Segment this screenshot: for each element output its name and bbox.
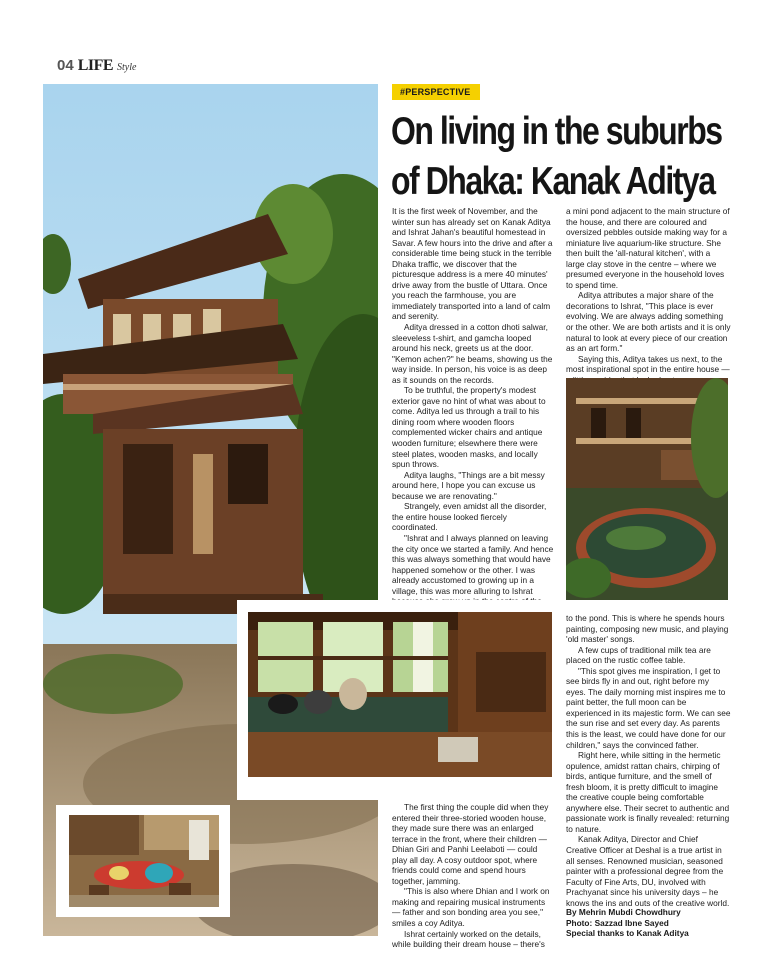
- page-number: 04: [57, 57, 74, 74]
- paragraph: Kanak Aditya, Director and Chief Creative Officer at Deshal is a true artist in all senses. Renowned musician, seasoned painter with a professional degree from the Faculty of Fine Arts, DU, involved with Prachyanat since his university days – he knows the ins and outs of the creative world.: [566, 834, 730, 908]
- paragraph: The first thing the couple did when they entered their three-storied wooden house, they made sure there was an enlarged terrace in the front, where their children — Dhian Giri and Panhi Leelaboti — could play all day. A cosy outdoor spot, where friends could come and spend hours together, jamming.: [392, 802, 549, 886]
- headline-line-2: of Dhaka: Kanak Aditya: [391, 160, 715, 203]
- headline-line-1: On living in the suburbs: [391, 110, 722, 153]
- paragraph: "This spot gives me inspiration, I get to see birds fly in and out, right before my eyes. The daily morning mist inspires me to paint better, the full moon can be experienced in its majestic form. We can see the sun rise and set every day. As parents this is the least, we could have done for our children," says the convinced father.: [566, 665, 731, 750]
- byline-photo-credit: Photo: Sazzad Ibne Sayed: [566, 917, 669, 928]
- paragraph: Strangely, even amidst all the disorder, the entire house looked fiercely coordinated.: [392, 501, 547, 533]
- magazine-logo: LIFE: [77, 57, 114, 74]
- headline: [391, 107, 722, 207]
- paragraph: Aditya attributes a major share of the decorations to Ishrat, "This place is ever evolving. We are always adding something or the other. We are both artists and it is only natural to look at every piece of our creation as an art form.": [566, 290, 731, 354]
- paragraph: Saying this, Aditya takes us next, to the most inspirational spot in the entire house —: [566, 353, 730, 375]
- body-column-3: [566, 613, 731, 908]
- paragraph: to the pond. This is where he spends hours painting, composing new music, and playing 'old master' songs.: [566, 613, 729, 645]
- body-column-2: [566, 206, 731, 385]
- photo-dining-table: [69, 815, 219, 907]
- page-folio: [57, 57, 136, 77]
- paragraph: a mini pond adjacent to the main structure of the house, and there are coloured and oversized pebbles outside making way for a miniature live aquarium-like structure. She then built the 'all-natural kitchen', with a large clay stove in the centre – where we presumed everyone in the household loves to spend time.: [566, 206, 730, 290]
- photo-pond-courtyard: [566, 378, 728, 600]
- photo-interior-window: [248, 612, 552, 777]
- body-column-4: [392, 802, 552, 950]
- body-column-1: [392, 206, 554, 628]
- paragraph: "This is also where Dhian and I work on making and repairing musical instruments — father and son bonding area you see," smiles a coy Aditya.: [392, 886, 550, 929]
- byline-thanks: Special thanks to Kanak Aditya: [566, 928, 689, 939]
- paragraph: Right here, while sitting in the hermetic opulence, amidst rattan chairs, chirping of birds, antique furniture, and the smell of fresh bloom, it is pretty difficult to imagine the creative couple being comfortable anywhere else. Their secret to authentic and passionate work is finally revealed: returning to nature.: [566, 750, 730, 834]
- paragraph: A few cups of traditional milk tea are placed on the rustic coffee table.: [566, 644, 711, 666]
- paragraph: "Ishrat and I always planned on leaving the city once we started a family. And hence this was always something that would have happened somehow or the other. I was already accustomed to growing up in a village, this was more alluring to Ishrat: [392, 532, 554, 596]
- section-tag: #PERSPECTIVE: [392, 84, 480, 100]
- magazine-logo-suffix: Style: [117, 62, 137, 73]
- paragraph: Aditya laughs, "Things are a bit messy around here, I hope you can excuse us because we are renovating.": [392, 469, 545, 501]
- paragraph: Aditya dressed in a cotton dhoti salwar, sleeveless t-shirt, and gamcha looped around his neck, greets us at the door. "Kemon achen?" he beams, showing us the way inside. In person, his voice is as deep as it sounds on the records.: [392, 322, 553, 385]
- paragraph: Ishrat certainly worked on the details, while building their dream house – there's: [392, 928, 545, 950]
- byline-author: By Mehrin Mubdi Chowdhury: [566, 907, 681, 917]
- paragraph: To be truthful, the property's modest exterior gave no hint of what was about to come. Aditya led us through a trail to his dining room where wooden floors complemented wicker chairs and antique wooden furniture; elsewhere there were steel plates, wooden masks, and locally spun throws.: [392, 385, 546, 470]
- paragraph: It is the first week of November, and the winter sun has already set on Kanak Aditya and Ishrat Jahan's beautiful homestead in Savar. A few hours into the drive and after a considerable time being stuck in the terrible Dhaka traffic, we discover that the picturesque address is a mere 40 minutes' drive away from the bustle of Uttara. Once you reach the farmhouse, you are immediately transported into a land of calm and serenity.: [392, 206, 553, 322]
- byline: [566, 907, 736, 939]
